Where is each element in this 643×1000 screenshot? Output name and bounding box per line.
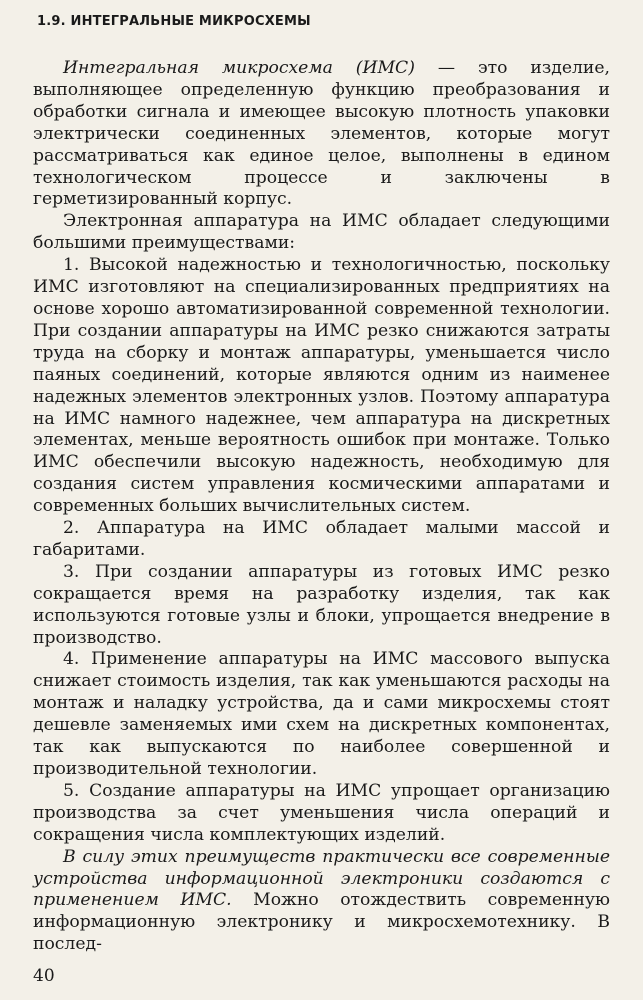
conclusion-text: Можно отождествить современную информационную электронику и микросхемотехнику. В послед- — [33, 890, 610, 955]
advantage-item-5: 5. Создание аппаратуры на ИМС упрощает организацию производства за счет уменьшения числа операций и сокращения числа комплектующих изделий. — [33, 780, 610, 845]
conclusion-paragraph — [33, 847, 610, 957]
body-text — [33, 58, 610, 956]
section-heading: 1.9. ИНТЕГРАЛЬНЫЕ МИКРОСХЕМЫ — [37, 14, 311, 29]
advantage-item-4: 4. Применение аппаратуры на ИМС массового выпуска снижает стоимость изделия, так как уменьшаются расходы на монтаж и наладку устройства, да и сами микросхемы стоят дешевле заменяемых ими схем на дискретных компонентах, так как выпускаются по наиболее совершенной и производительной технологии. — [33, 649, 610, 779]
advantage-item-3: 3. При создании аппаратуры из готовых ИМС резко сокращается время на разработку изделия, так как используются готовые узлы и блоки, упрощается внедрение в производство. — [33, 561, 610, 648]
page-number: 40 — [33, 966, 55, 986]
advantage-item-1: 1. Высокой надежностью и технологичностью, поскольку ИМС изготовляют на специализированных предприятиях на основе хорошо автоматизированной современной технологии. При создании аппаратуры на ИМС резко снижаются затраты труда на сборку и монтаж аппаратуры, уменьшается число паяных соединений, которые являются одним из наименее надежных элементов электронных узлов. Поэтому аппаратура на ИМС намного надежнее, чем аппаратура на дискретных элементах, меньше вероятность ошибок при монтаже. Только ИМС обеспечили высокую надежность, необходимую для создания систем управления космическими аппаратами и современных больших вычислительных систем. — [33, 255, 610, 517]
conclusion-italic: В силу этих преимуществ практически все современные устройства информационной электроники создаются с применением ИМС. — [33, 846, 610, 911]
advantages-intro: Электронная аппаратура на ИМС обладает следующими большими преимуществами: — [33, 211, 610, 254]
advantage-item-2: 2. Аппаратура на ИМС обладает малыми массой и габаритами. — [33, 518, 610, 560]
intro-paragraph — [33, 58, 610, 211]
intro-term: Интегральная микросхема (ИМС) — [63, 58, 415, 78]
book-page — [33, 0, 610, 1000]
intro-text: — это изделие, выполняющее определенную функцию преобразования и обработки сигнала и имеющее высокую плотность упаковки электрически соединенных элементов, которые могут рассматриваться как единое целое, выполнены в едином технологическом процессе и заключены в герметизированный корпус. — [33, 58, 610, 210]
